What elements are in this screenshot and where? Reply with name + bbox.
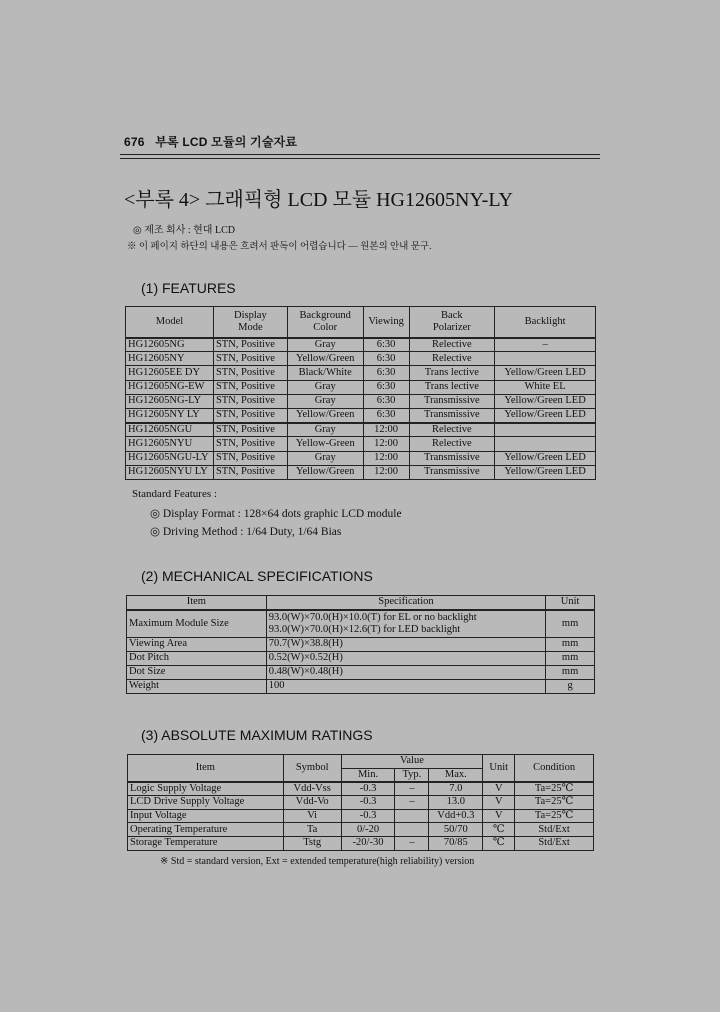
ratings-cell bbox=[395, 809, 429, 823]
features-cell: 6:30 bbox=[363, 352, 409, 366]
mechanical-item: Weight bbox=[127, 680, 267, 694]
ratings-cell: Vdd-Vo bbox=[283, 796, 341, 810]
features-cell: Transmissive bbox=[409, 408, 495, 422]
features-cell: – bbox=[495, 338, 596, 352]
features-cell: 6:30 bbox=[363, 338, 409, 352]
mechanical-col-header: Item bbox=[127, 596, 267, 610]
ratings-cell: Ta=25℃ bbox=[515, 809, 594, 823]
features-cell: HG12605NGU bbox=[126, 423, 214, 437]
features-cell bbox=[495, 423, 596, 437]
features-cell: STN, Positive bbox=[213, 394, 287, 408]
mechanical-spec-line: 0.48(W)×0.48(H) bbox=[268, 666, 343, 678]
features-cell: Relective bbox=[409, 423, 495, 437]
mechanical-spec-line: 70.7(W)×38.8(H) bbox=[268, 638, 343, 650]
ratings-col-unit: Unit bbox=[483, 755, 515, 783]
mechanical-row bbox=[127, 652, 595, 666]
mechanical-spec bbox=[266, 638, 545, 652]
ratings-cell: V bbox=[483, 809, 515, 823]
features-cell: 12:00 bbox=[363, 451, 409, 465]
features-cell: Transmissive bbox=[409, 394, 495, 408]
ratings-cell: ℃ bbox=[483, 836, 515, 850]
ratings-cell: Tstg bbox=[283, 836, 341, 850]
mechanical-heading: (2) MECHANICAL SPECIFICATIONS bbox=[141, 568, 373, 584]
mechanical-item: Dot Size bbox=[127, 666, 267, 680]
running-header bbox=[124, 133, 297, 150]
mechanical-row bbox=[127, 680, 595, 694]
ratings-col-condition: Condition bbox=[515, 755, 594, 783]
features-cell: White EL bbox=[495, 380, 596, 394]
ratings-row bbox=[128, 836, 594, 850]
features-cell: 6:30 bbox=[363, 394, 409, 408]
features-col-header: Viewing bbox=[363, 307, 409, 338]
mechanical-row bbox=[127, 666, 595, 680]
features-cell: Gray bbox=[287, 423, 363, 437]
features-cell: STN, Positive bbox=[213, 408, 287, 422]
ratings-col-max: Max. bbox=[429, 769, 483, 783]
ratings-cell: Std/Ext bbox=[515, 823, 594, 837]
note-line: ※ 이 페이지 하단의 내용은 흐려서 판독이 어렵습니다 — 원본의 안내 문구. bbox=[127, 242, 432, 252]
mechanical-item: Maximum Module Size bbox=[127, 610, 267, 638]
features-cell: Relective bbox=[409, 437, 495, 451]
ratings-cell: Ta bbox=[283, 823, 341, 837]
features-table bbox=[125, 306, 596, 480]
features-cell: Yellow/Green bbox=[287, 408, 363, 422]
ratings-cell bbox=[395, 823, 429, 837]
features-col-header: Display Mode bbox=[213, 307, 287, 338]
page-number: 676 bbox=[124, 135, 145, 149]
features-cell: HG12605NG-EW bbox=[126, 380, 214, 394]
features-cell: STN, Positive bbox=[213, 352, 287, 366]
features-col-header: Backlight bbox=[495, 307, 596, 338]
features-row bbox=[126, 408, 596, 422]
features-cell: Trans lective bbox=[409, 366, 495, 380]
features-cell: HG12605NY bbox=[126, 352, 214, 366]
ratings-cell: -20/-30 bbox=[341, 836, 395, 850]
ratings-cell: Std/Ext bbox=[515, 836, 594, 850]
mechanical-item: Viewing Area bbox=[127, 638, 267, 652]
features-cell: STN, Positive bbox=[213, 338, 287, 352]
features-cell: STN, Positive bbox=[213, 366, 287, 380]
ratings-col-min: Min. bbox=[341, 769, 395, 783]
ratings-heading: (3) ABSOLUTE MAXIMUM RATINGS bbox=[141, 727, 373, 743]
features-cell: Gray bbox=[287, 380, 363, 394]
ratings-cell: 7.0 bbox=[429, 782, 483, 796]
ratings-cell: Input Voltage bbox=[128, 809, 284, 823]
mechanical-row bbox=[127, 638, 595, 652]
ratings-cell: – bbox=[395, 782, 429, 796]
mechanical-spec-line: 93.0(W)×70.0(H)×10.0(T) for EL or no backlight bbox=[268, 611, 477, 623]
ratings-row bbox=[128, 782, 594, 796]
features-cell: 12:00 bbox=[363, 423, 409, 437]
ratings-col-item: Item bbox=[128, 755, 284, 783]
mechanical-spec bbox=[266, 680, 545, 694]
mechanical-unit: mm bbox=[546, 610, 595, 638]
features-cell bbox=[495, 437, 596, 451]
ratings-cell: Operating Temperature bbox=[128, 823, 284, 837]
ratings-cell: Logic Supply Voltage bbox=[128, 782, 284, 796]
page-title: <부록 4> 그래픽형 LCD 모듈 HG12605NY-LY bbox=[124, 189, 513, 211]
features-row bbox=[126, 394, 596, 408]
standard-feature-display-format: ◎ Display Format : 128×64 dots graphic LCD module bbox=[150, 508, 402, 520]
ratings-cell: -0.3 bbox=[341, 782, 395, 796]
features-cell: Yellow/Green bbox=[287, 465, 363, 479]
features-cell: 6:30 bbox=[363, 408, 409, 422]
features-cell: Gray bbox=[287, 451, 363, 465]
ratings-cell: Storage Temperature bbox=[128, 836, 284, 850]
ratings-cell: 0/-20 bbox=[341, 823, 395, 837]
ratings-col-symbol: Symbol bbox=[283, 755, 341, 783]
ratings-cell: Vdd-Vss bbox=[283, 782, 341, 796]
features-cell: STN, Positive bbox=[213, 423, 287, 437]
features-cell: Yellow/Green LED bbox=[495, 451, 596, 465]
features-cell: Transmissive bbox=[409, 465, 495, 479]
mechanical-row bbox=[127, 610, 595, 638]
ratings-row bbox=[128, 823, 594, 837]
ratings-cell: 50/70 bbox=[429, 823, 483, 837]
mechanical-spec-line: 100 bbox=[268, 680, 285, 692]
ratings-cell: -0.3 bbox=[341, 796, 395, 810]
ratings-col-typ: Typ. bbox=[395, 769, 429, 783]
features-cell: 12:00 bbox=[363, 465, 409, 479]
ratings-cell: V bbox=[483, 782, 515, 796]
ratings-footnote: ※ Std = standard version, Ext = extended temperature(high reliability) version bbox=[160, 856, 475, 867]
features-cell: Black/White bbox=[287, 366, 363, 380]
ratings-cell: -0.3 bbox=[341, 809, 395, 823]
ratings-row bbox=[128, 796, 594, 810]
ratings-cell: 13.0 bbox=[429, 796, 483, 810]
features-cell: Relective bbox=[409, 352, 495, 366]
running-title: 부록 LCD 모듈의 기술자료 bbox=[155, 135, 298, 149]
mechanical-spec bbox=[266, 610, 545, 638]
ratings-col-value: Value bbox=[341, 755, 483, 769]
mechanical-unit: g bbox=[546, 680, 595, 694]
ratings-cell: Ta=25℃ bbox=[515, 782, 594, 796]
mechanical-spec-line: 93.0(W)×70.0(H)×12.6(T) for LED backlight bbox=[268, 623, 461, 635]
header-rule-thick bbox=[120, 154, 600, 155]
manufacturer-line: ◎ 제조 회사 : 현대 LCD bbox=[133, 225, 235, 236]
mechanical-spec bbox=[266, 666, 545, 680]
header-rule-thin bbox=[120, 158, 600, 159]
features-cell: STN, Positive bbox=[213, 451, 287, 465]
mechanical-unit: mm bbox=[546, 638, 595, 652]
features-row bbox=[126, 465, 596, 479]
features-cell bbox=[495, 352, 596, 366]
features-col-header: Model bbox=[126, 307, 214, 338]
features-cell: Yellow/Green LED bbox=[495, 408, 596, 422]
features-cell: Transmissive bbox=[409, 451, 495, 465]
features-cell: Trans lective bbox=[409, 380, 495, 394]
features-cell: Yellow/Green LED bbox=[495, 366, 596, 380]
ratings-cell: Vi bbox=[283, 809, 341, 823]
features-row bbox=[126, 380, 596, 394]
features-cell: Yellow-Green bbox=[287, 437, 363, 451]
ratings-cell: – bbox=[395, 796, 429, 810]
features-col-header: Background Color bbox=[287, 307, 363, 338]
features-cell: HG12605NG-LY bbox=[126, 394, 214, 408]
features-cell: Relective bbox=[409, 338, 495, 352]
mechanical-unit: mm bbox=[546, 652, 595, 666]
mechanical-col-header: Specification bbox=[266, 596, 545, 610]
ratings-cell: ℃ bbox=[483, 823, 515, 837]
features-cell: STN, Positive bbox=[213, 437, 287, 451]
features-row bbox=[126, 352, 596, 366]
ratings-cell: LCD Drive Supply Voltage bbox=[128, 796, 284, 810]
ratings-row bbox=[128, 809, 594, 823]
mechanical-item: Dot Pitch bbox=[127, 652, 267, 666]
features-cell: 12:00 bbox=[363, 437, 409, 451]
ratings-cell: Ta=25℃ bbox=[515, 796, 594, 810]
standard-features-title: Standard Features : bbox=[132, 488, 217, 500]
mechanical-unit: mm bbox=[546, 666, 595, 680]
features-cell: Yellow/Green LED bbox=[495, 465, 596, 479]
mechanical-spec-line: 0.52(W)×0.52(H) bbox=[268, 652, 343, 664]
features-cell: STN, Positive bbox=[213, 380, 287, 394]
features-row bbox=[126, 451, 596, 465]
ratings-cell: V bbox=[483, 796, 515, 810]
features-cell: HG12605NYU LY bbox=[126, 465, 214, 479]
features-cell: HG12605EE DY bbox=[126, 366, 214, 380]
features-col-header: Back Polarizer bbox=[409, 307, 495, 338]
features-cell: 6:30 bbox=[363, 380, 409, 394]
mechanical-table bbox=[126, 595, 595, 694]
features-cell: STN, Positive bbox=[213, 465, 287, 479]
features-cell: Gray bbox=[287, 394, 363, 408]
features-cell: Gray bbox=[287, 338, 363, 352]
features-row bbox=[126, 437, 596, 451]
features-cell: Yellow/Green bbox=[287, 352, 363, 366]
features-cell: 6:30 bbox=[363, 366, 409, 380]
features-cell: HG12605NYU bbox=[126, 437, 214, 451]
features-cell: HG12605NY LY bbox=[126, 408, 214, 422]
features-cell: HG12605NG bbox=[126, 338, 214, 352]
ratings-cell: – bbox=[395, 836, 429, 850]
features-row bbox=[126, 366, 596, 380]
features-row bbox=[126, 338, 596, 352]
features-cell: HG12605NGU-LY bbox=[126, 451, 214, 465]
mechanical-col-header: Unit bbox=[546, 596, 595, 610]
features-row bbox=[126, 423, 596, 437]
features-cell: Yellow/Green LED bbox=[495, 394, 596, 408]
ratings-cell: 70/85 bbox=[429, 836, 483, 850]
mechanical-spec bbox=[266, 652, 545, 666]
ratings-table bbox=[127, 754, 594, 851]
features-heading: (1) FEATURES bbox=[141, 280, 236, 296]
ratings-cell: Vdd+0.3 bbox=[429, 809, 483, 823]
standard-feature-driving-method: ◎ Driving Method : 1/64 Duty, 1/64 Bias bbox=[150, 526, 342, 538]
